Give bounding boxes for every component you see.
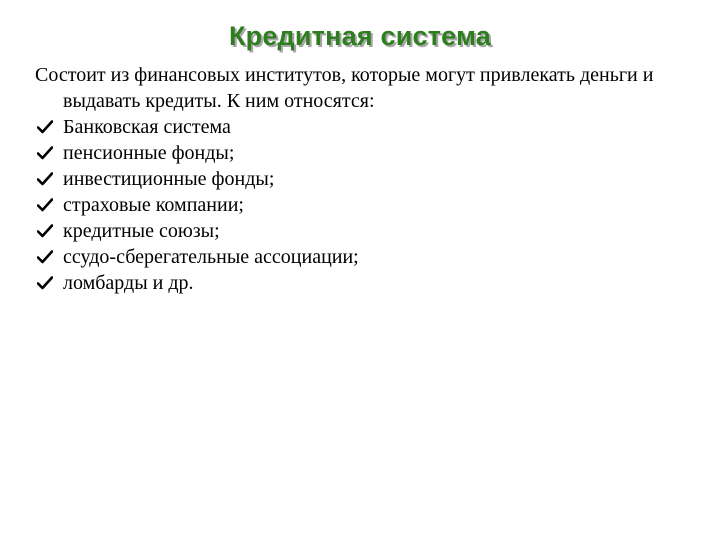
checkmark-icon	[37, 224, 53, 238]
checkmark-icon	[37, 198, 53, 212]
list-item	[35, 218, 695, 244]
list-item	[35, 166, 695, 192]
list-item-text: Банковская система	[63, 116, 231, 138]
list-item-text: ломбарды и др.	[63, 272, 194, 294]
list-item-text: ссудо-сберегательные ассоциации;	[63, 246, 359, 268]
checkmark-icon	[37, 172, 53, 186]
list-item-text: пенсионные фонды;	[63, 142, 235, 164]
checkmark-icon	[37, 146, 53, 160]
checkmark-icon	[37, 120, 53, 134]
list-item	[35, 140, 695, 166]
list-item-text: инвестиционные фонды;	[63, 168, 275, 190]
list-item	[35, 114, 695, 140]
list-item-text: страховые компании;	[63, 194, 244, 216]
checkmark-icon	[37, 250, 53, 264]
list-item	[35, 244, 695, 270]
checkmark-icon	[37, 276, 53, 290]
slide-body	[35, 62, 695, 296]
list-item	[35, 270, 695, 296]
slide-title: Кредитная система	[228, 21, 492, 51]
intro-paragraph: Состоит из финансовых институтов, которые могут привлекать деньги и выдавать кредиты. К ним относятся:	[35, 64, 654, 112]
list-item	[35, 192, 695, 218]
list-item-text: кредитные союзы;	[63, 220, 220, 242]
bullet-list	[35, 114, 695, 296]
